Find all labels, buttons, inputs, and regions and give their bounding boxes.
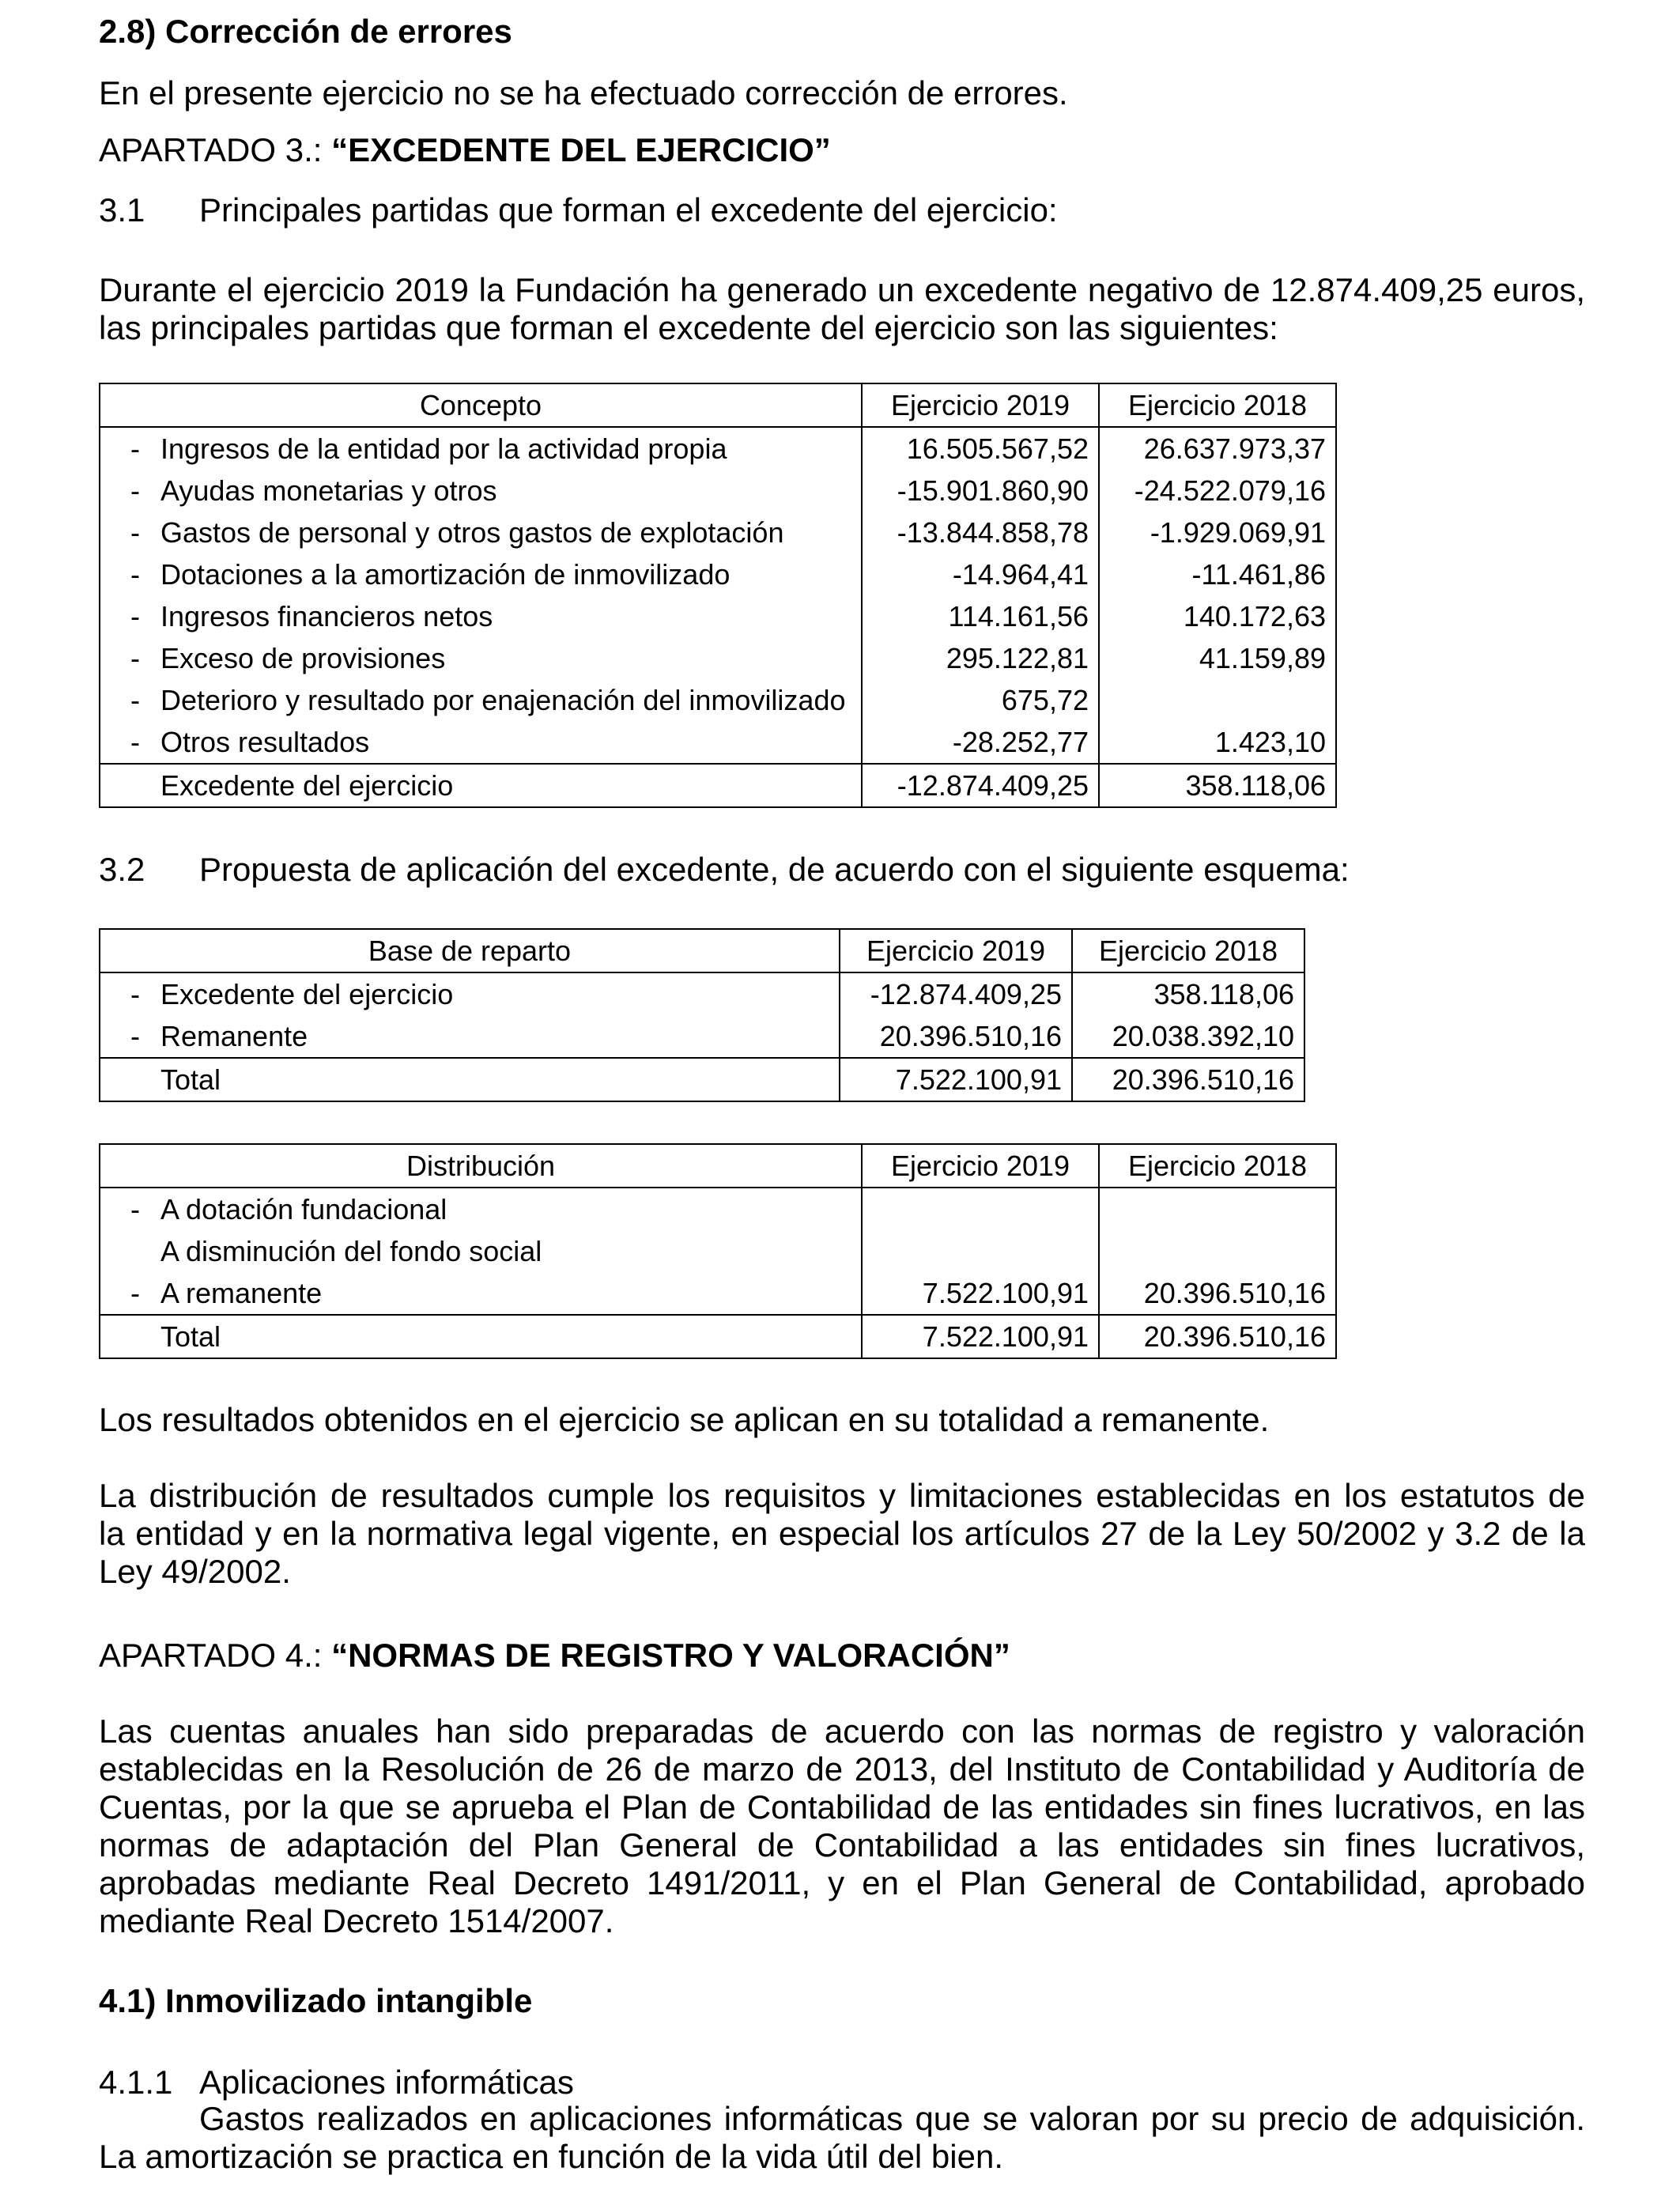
row-label: A disminución del fondo social bbox=[160, 1234, 542, 1267]
row-label: Ingresos de la entidad por la actividad propia bbox=[160, 432, 727, 465]
table-row bbox=[100, 470, 1336, 512]
table-excedente-partidas bbox=[99, 383, 1337, 808]
table-row bbox=[100, 679, 1336, 721]
paragraph-correccion: En el presente ejercicio no se ha efectuado corrección de errores. bbox=[99, 74, 1068, 111]
total-label: Excedente del ejercicio bbox=[160, 768, 454, 802]
apartado-4-prefix: APARTADO 4.: bbox=[99, 1637, 332, 1674]
row-label-cell bbox=[100, 1272, 862, 1315]
table-row bbox=[100, 1188, 1336, 1230]
section-3-1-title: Principales partidas que forman el excedente del ejercicio: bbox=[199, 191, 1058, 228]
section-3-2-title: Propuesta de aplicación del excedente, de acuerdo con el siguiente esquema: bbox=[199, 851, 1350, 888]
paragraph-excedente bbox=[99, 271, 1585, 347]
row-label-cell bbox=[100, 470, 862, 512]
section-3-2-heading bbox=[99, 849, 1350, 890]
row-label: Deterioro y resultado por enajenación del inmovilizado bbox=[160, 683, 846, 716]
row-label-cell bbox=[100, 427, 862, 470]
row-label: Excedente del ejercicio bbox=[160, 977, 454, 1010]
table-base-reparto bbox=[99, 928, 1305, 1102]
row-label-cell bbox=[100, 1015, 840, 1058]
paragraph-line: mediante Real Decreto 1514/2007. bbox=[99, 1902, 614, 1939]
total-label-cell bbox=[100, 1058, 840, 1101]
value-2019: 7.522.100,91 bbox=[862, 1272, 1099, 1315]
table-row bbox=[100, 427, 1336, 470]
table-total-row bbox=[100, 1315, 1336, 1358]
row-label-cell bbox=[100, 972, 840, 1015]
paragraph-line: la entidad y en la normativa legal vigente, en especial los artículos 27 de la Ley 50/2002 y 3.2 de la bbox=[99, 1515, 1585, 1552]
row-label: Otros resultados bbox=[160, 725, 370, 758]
total-label: Total bbox=[160, 1063, 221, 1096]
section-3-2-number: 3.2 bbox=[99, 851, 145, 888]
section-4-1-heading: 4.1) Inmovilizado intangible bbox=[99, 1982, 533, 2019]
bullet-dash: - bbox=[130, 474, 140, 507]
value-2018: 140.172,63 bbox=[1099, 595, 1336, 637]
paragraph-line: aprobadas mediante Real Decreto 1491/2011, y en el Plan General de Contabilidad, aprobado bbox=[99, 1864, 1585, 1901]
table-header-row bbox=[100, 929, 1304, 972]
row-label: Ayudas monetarias y otros bbox=[160, 474, 497, 507]
table-header-row bbox=[100, 1144, 1336, 1188]
column-header: Ejercicio 2018 bbox=[1099, 383, 1336, 427]
column-header: Ejercicio 2018 bbox=[1099, 1144, 1336, 1188]
paragraph-distribucion bbox=[99, 1477, 1585, 1591]
column-header: Base de reparto bbox=[100, 929, 840, 972]
bullet-dash: - bbox=[130, 515, 140, 549]
paragraph-aplicacion: Los resultados obtenidos en el ejercicio se aplican en su totalidad a remanente. bbox=[99, 1401, 1270, 1438]
total-label-cell bbox=[100, 764, 862, 807]
apartado-3-heading bbox=[99, 130, 831, 171]
row-label: A remanente bbox=[160, 1276, 323, 1309]
paragraph-line: Ley 49/2002. bbox=[99, 1553, 291, 1590]
table-row bbox=[100, 721, 1336, 764]
total-2019: -12.874.409,25 bbox=[862, 764, 1099, 807]
paragraph-line: La amortización se practica en función de la vida útil del bien. bbox=[99, 2138, 1004, 2175]
value-2018: 20.396.510,16 bbox=[1099, 1272, 1336, 1315]
table-row bbox=[100, 1230, 1336, 1272]
section-3-1-heading bbox=[99, 190, 1058, 231]
row-label: Dotaciones a la amortización de inmovilizado bbox=[160, 557, 731, 591]
value-2019: 295.122,81 bbox=[862, 637, 1099, 679]
value-2019: -12.874.409,25 bbox=[840, 972, 1072, 1015]
row-label: Exceso de provisiones bbox=[160, 641, 446, 674]
value-2018: 358.118,06 bbox=[1072, 972, 1304, 1015]
bullet-dash: - bbox=[130, 1276, 140, 1309]
bullet-dash: - bbox=[130, 725, 140, 758]
bullet-dash: - bbox=[130, 641, 140, 674]
value-2019: 114.161,56 bbox=[862, 595, 1099, 637]
table-distribucion bbox=[99, 1143, 1337, 1359]
paragraph-line: Cuentas, por la que se aprueba el Plan de Contabilidad de las entidades sin fines lucrativos, en las bbox=[99, 1788, 1585, 1826]
value-2018 bbox=[1099, 1230, 1336, 1272]
table-row bbox=[100, 1015, 1304, 1058]
bullet-dash: - bbox=[130, 557, 140, 591]
value-2018: -11.461,86 bbox=[1099, 553, 1336, 595]
row-label: Ingresos financieros netos bbox=[160, 599, 493, 633]
value-2019 bbox=[862, 1230, 1099, 1272]
total-label: Total bbox=[160, 1320, 221, 1353]
row-label: A dotación fundacional bbox=[160, 1192, 447, 1225]
value-2019 bbox=[862, 1188, 1099, 1230]
value-2019: -15.901.860,90 bbox=[862, 470, 1099, 512]
table-row bbox=[100, 553, 1336, 595]
apartado-4-title: “NORMAS DE REGISTRO Y VALORACIÓN” bbox=[331, 1637, 1010, 1674]
value-2019: 675,72 bbox=[862, 679, 1099, 721]
section-4-1-1-heading bbox=[99, 2062, 574, 2103]
column-header: Ejercicio 2019 bbox=[862, 1144, 1099, 1188]
value-2018: 20.038.392,10 bbox=[1072, 1015, 1304, 1058]
table-row bbox=[100, 1272, 1336, 1315]
row-label-cell bbox=[100, 512, 862, 553]
row-label-cell bbox=[100, 553, 862, 595]
table-row bbox=[100, 595, 1336, 637]
column-header: Ejercicio 2019 bbox=[840, 929, 1072, 972]
value-2018: 1.423,10 bbox=[1099, 721, 1336, 764]
paragraph-aplicaciones bbox=[99, 2100, 1585, 2176]
value-2018: -24.522.079,16 bbox=[1099, 470, 1336, 512]
total-2018: 358.118,06 bbox=[1099, 764, 1336, 807]
paragraph-line: normas de adaptación del Plan General de Contabilidad a las entidades sin fines lucrativos, bbox=[99, 1826, 1585, 1864]
row-label: Remanente bbox=[160, 1019, 308, 1052]
value-2018: 41.159,89 bbox=[1099, 637, 1336, 679]
apartado-3-prefix: APARTADO 3.: bbox=[99, 131, 332, 168]
section-4-1-1-number: 4.1.1 bbox=[99, 2064, 173, 2101]
table-row bbox=[100, 512, 1336, 553]
column-header: Ejercicio 2019 bbox=[862, 383, 1099, 427]
row-label-cell bbox=[100, 637, 862, 679]
table-header-row bbox=[100, 383, 1336, 427]
row-label-cell bbox=[100, 1188, 862, 1230]
bullet-dash: - bbox=[130, 432, 140, 465]
section-heading-2-8: 2.8) Corrección de errores bbox=[99, 13, 512, 50]
paragraph-line: Gastos realizados en aplicaciones informáticas que se valoran por su precio de adquisición. bbox=[199, 2100, 1585, 2137]
paragraph-line: establecidas en la Resolución de 26 de marzo de 2013, del Instituto de Contabilidad y Auditoría de bbox=[99, 1750, 1585, 1788]
paragraph-line: Las cuentas anuales han sido preparadas de acuerdo con las normas de registro y valoración bbox=[99, 1713, 1585, 1750]
paragraph-line: Durante el ejercicio 2019 la Fundación ha generado un excedente negativo de 12.874.409,25 euros, bbox=[99, 271, 1585, 308]
total-2019: 7.522.100,91 bbox=[840, 1058, 1072, 1101]
table-row bbox=[100, 972, 1304, 1015]
row-label-cell bbox=[100, 1230, 862, 1272]
paragraph-line: La distribución de resultados cumple los requisitos y limitaciones establecidas en los estatutos de bbox=[99, 1477, 1585, 1514]
paragraph-normas bbox=[99, 1713, 1585, 1940]
total-2019: 7.522.100,91 bbox=[862, 1315, 1099, 1358]
value-2018: -1.929.069,91 bbox=[1099, 512, 1336, 553]
value-2019: 16.505.567,52 bbox=[862, 427, 1099, 470]
row-label-cell bbox=[100, 721, 862, 764]
value-2019: -28.252,77 bbox=[862, 721, 1099, 764]
bullet-dash: - bbox=[130, 599, 140, 633]
column-header: Distribución bbox=[100, 1144, 862, 1188]
table-total-row bbox=[100, 764, 1336, 807]
total-label-cell bbox=[100, 1315, 862, 1358]
row-label: Gastos de personal y otros gastos de explotación bbox=[160, 515, 784, 549]
bullet-dash: - bbox=[130, 1192, 140, 1225]
bullet-dash: - bbox=[130, 683, 140, 716]
value-2018: 26.637.973,37 bbox=[1099, 427, 1336, 470]
apartado-4-heading bbox=[99, 1635, 1010, 1676]
value-2019: 20.396.510,16 bbox=[840, 1015, 1072, 1058]
total-2018: 20.396.510,16 bbox=[1099, 1315, 1336, 1358]
bullet-dash: - bbox=[130, 977, 140, 1010]
section-3-1-number: 3.1 bbox=[99, 191, 145, 228]
section-4-1-1-title: Aplicaciones informáticas bbox=[199, 2064, 574, 2101]
row-label-cell bbox=[100, 595, 862, 637]
bullet-dash: - bbox=[130, 1019, 140, 1052]
column-header: Concepto bbox=[100, 383, 862, 427]
table-row bbox=[100, 637, 1336, 679]
table-total-row bbox=[100, 1058, 1304, 1101]
value-2019: -13.844.858,78 bbox=[862, 512, 1099, 553]
total-2018: 20.396.510,16 bbox=[1072, 1058, 1304, 1101]
value-2019: -14.964,41 bbox=[862, 553, 1099, 595]
column-header: Ejercicio 2018 bbox=[1072, 929, 1304, 972]
row-label-cell bbox=[100, 679, 862, 721]
paragraph-line: las principales partidas que forman el excedente del ejercicio son las siguientes: bbox=[99, 309, 1278, 346]
apartado-3-title: “EXCEDENTE DEL EJERCICIO” bbox=[331, 131, 831, 168]
value-2018 bbox=[1099, 1188, 1336, 1230]
value-2018 bbox=[1099, 679, 1336, 721]
